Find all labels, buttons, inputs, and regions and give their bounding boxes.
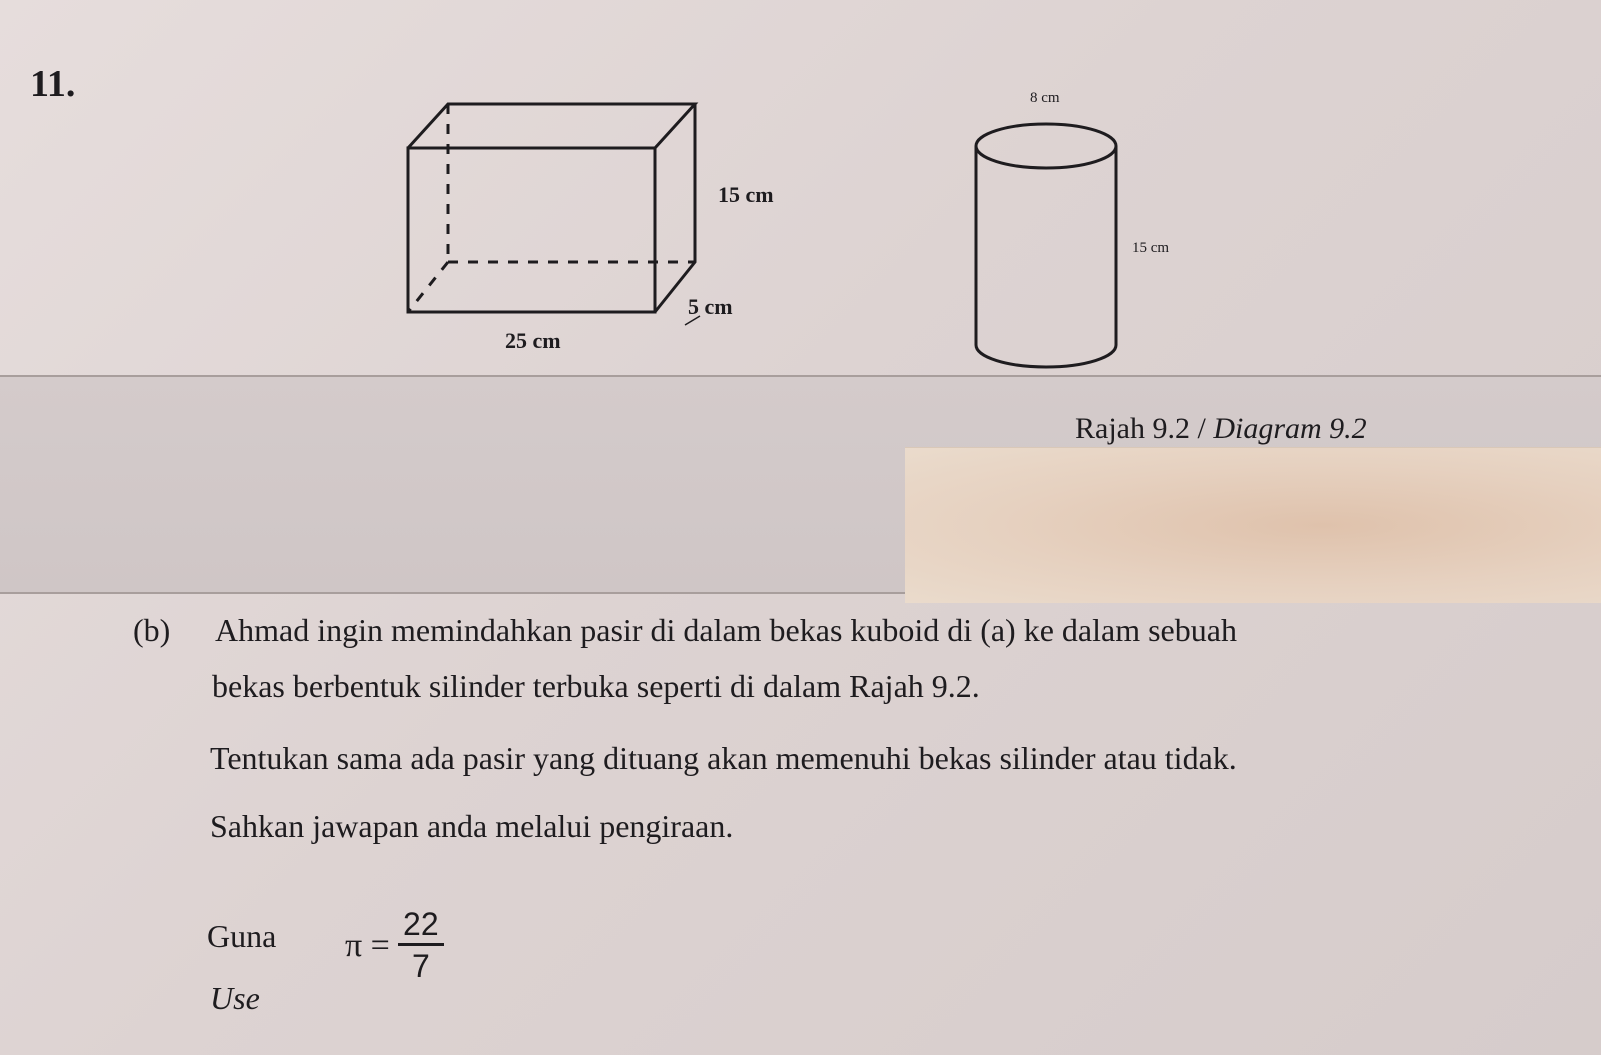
caption-english: Diagram 9.2 [1213, 412, 1367, 445]
pi-symbol: π = [345, 926, 390, 964]
diagram-caption [1075, 412, 1367, 446]
part-b-line-4: Sahkan jawapan anda melalui pengiraan. [210, 808, 734, 844]
cuboid-length-label: 25 cm [505, 328, 561, 353]
pi-denominator: 7 [411, 948, 430, 984]
pi-expression [345, 905, 444, 986]
part-b-line-1: Ahmad ingin memindahkan pasir di dalam bekas kuboid di (a) ke dalam sebuah [215, 612, 1237, 648]
cuboid-width-label: 5 cm [688, 294, 733, 319]
cuboid-shape [408, 104, 695, 312]
pi-fraction [398, 905, 444, 986]
part-b-line-2: bekas berbentuk silinder terbuka seperti di dalam Rajah 9.2. [212, 668, 980, 704]
part-b-label: (b) [133, 612, 171, 648]
use-label-english: Use [210, 980, 260, 1016]
cylinder-height-label: 15 cm [1132, 240, 1170, 256]
pi-numerator: 22 [403, 906, 439, 942]
caption-malay: Rajah 9.2 / [1075, 412, 1214, 445]
cylinder-diameter-label: 8 cm [1030, 90, 1060, 106]
question-number: 11. [30, 63, 76, 105]
part-b-line-3: Tentukan sama ada pasir yang dituang akan memenuhi bekas silinder atau tidak. [210, 740, 1237, 776]
use-label-malay: Guna [207, 918, 277, 954]
cylinder-shape [976, 124, 1116, 367]
cuboid-height-label: 15 cm [718, 182, 774, 207]
